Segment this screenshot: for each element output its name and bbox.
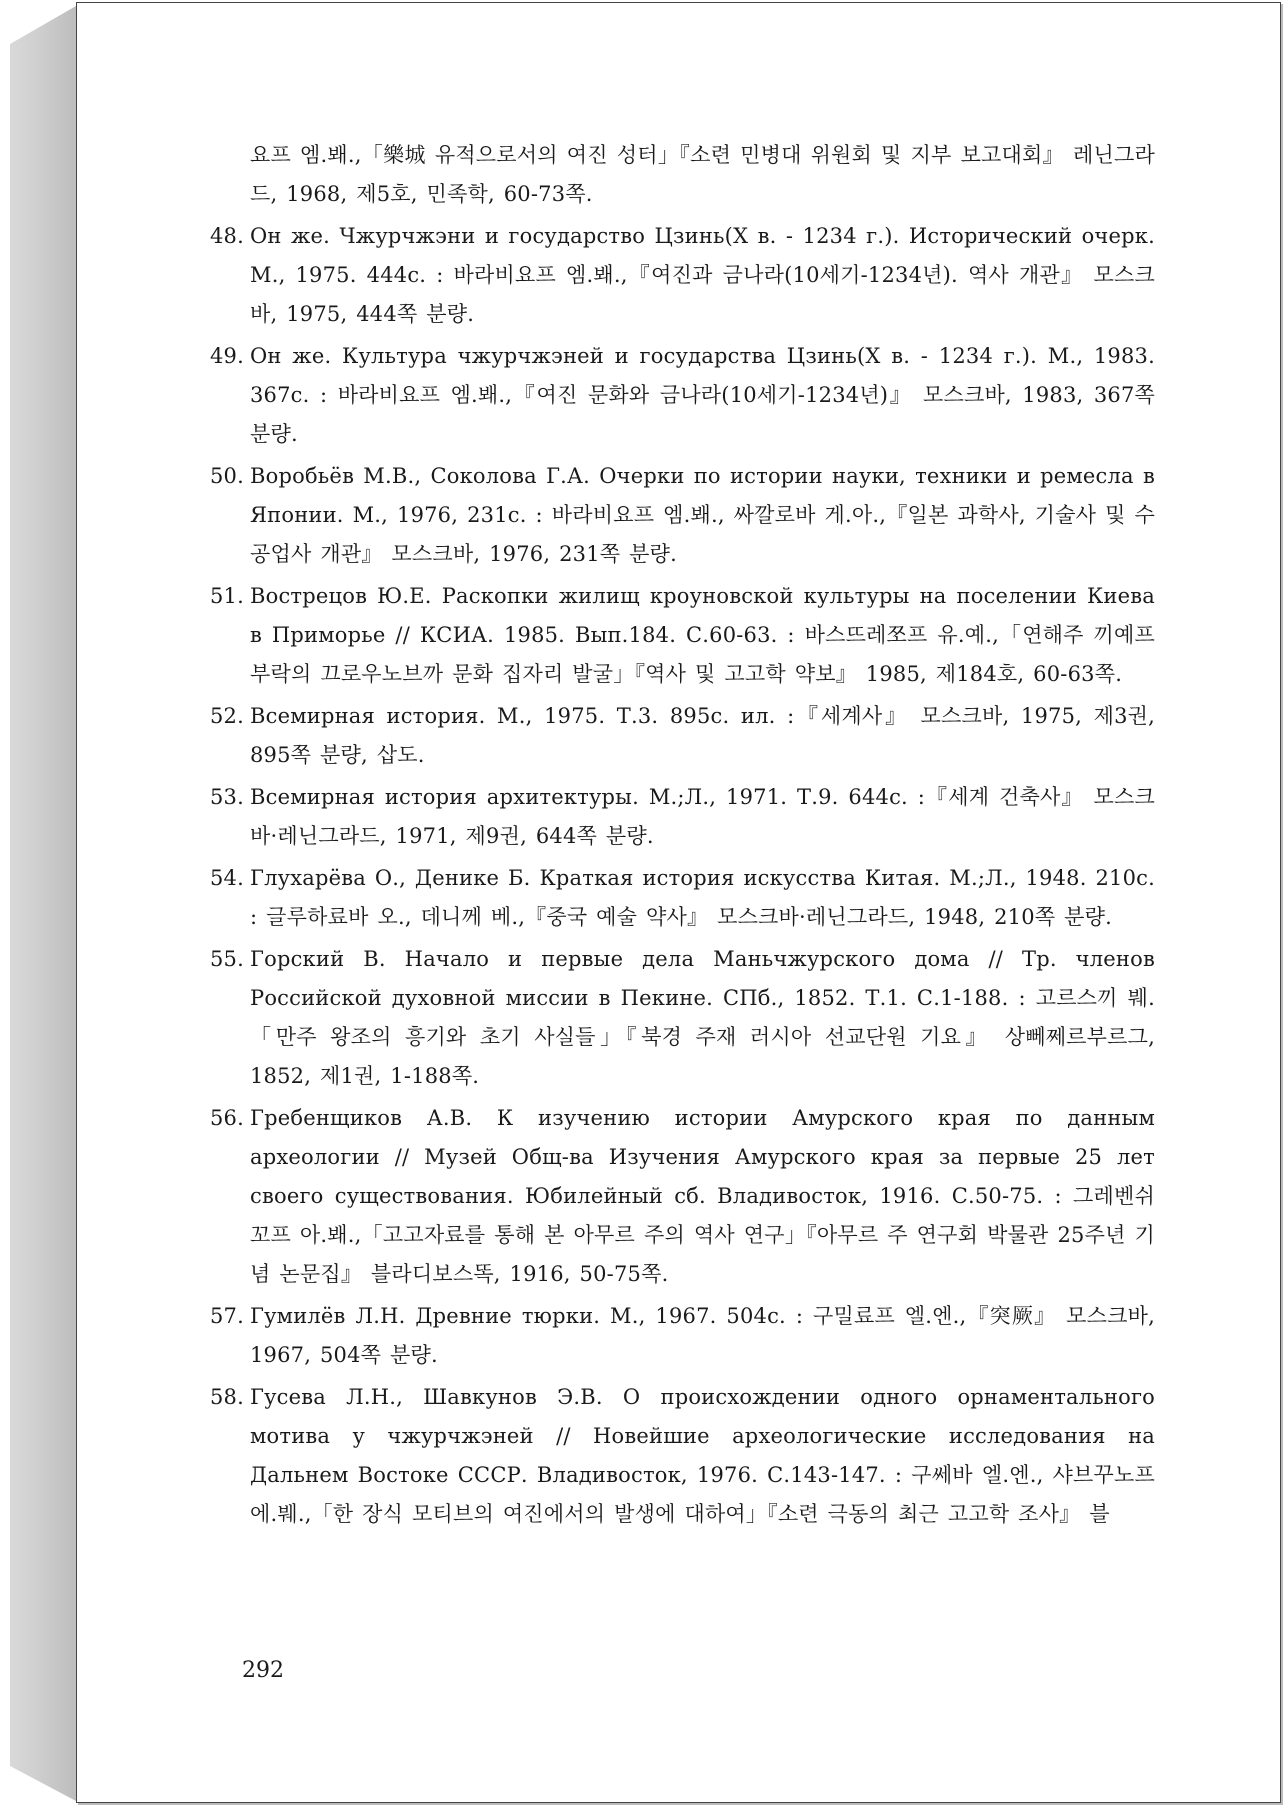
page-number: 292: [242, 1658, 284, 1683]
reference-55: [210, 940, 1155, 1096]
reference-continuation: [210, 136, 1155, 214]
reference-number: 54.: [210, 866, 244, 890]
reference-number: 53.: [210, 785, 244, 809]
reference-53: [210, 778, 1155, 856]
reference-number: 50.: [210, 464, 244, 488]
reference-text: Вострецов Ю.Е. Раскопки жилищ кроуновской культуры на поселении Киева в Приморье // КСИА. 1985. Вып.184. С.60-63. : 바스뜨레쪼프 유.예.,「연해주 끼예프 부락의 끄로우노브까 문화 집자리 발굴」『역사 및 고고학 약보』 1985, 제184호, 60-63쪽.: [250, 584, 1155, 686]
reference-54: [210, 859, 1155, 937]
reference-number: 48.: [210, 224, 244, 248]
reference-text: Всемирная история. М., 1975. Т.3. 895с. ил. :『세계사』 모스크바, 1975, 제3권, 895쪽 분량, 삽도.: [250, 704, 1155, 767]
references-list: [210, 136, 1155, 1537]
reference-text: Горский В. Начало и первые дела Маньчжурского дома // Тр. членов Российской духовной миссии в Пекине. СПб., 1852. Т.1. С.1-188. : 고르스끼 붸.「만주 왕조의 흥기와 초기 사실들」『북경 주재 러시아 선교단원 기요』 상뻬쩨르부르그, 1852, 제1권, 1-188쪽.: [250, 947, 1155, 1088]
reference-number: 55.: [210, 947, 244, 971]
reference-text: Всемирная история архитектуры. М.;Л., 1971. Т.9. 644с. :『세계 건축사』 모스크바·레닌그라드, 1971, 제9권, 644쪽 분량.: [250, 785, 1155, 848]
reference-text: Он же. Культура чжурчжэней и государства Цзинь(X в. - 1234 г.). М., 1983. 367с. : 바라비요프 엠.봬.,『여진 문화와 금나라(10세기-1234년)』 모스크바, 1983, 367쪽 분량.: [250, 344, 1155, 446]
reference-text: Гребенщиков А.В. К изучению истории Амурского края по данным археологии // Музей Общ-ва Изучения Амурского края за первые 25 лет своего существования. Юбилейный сб. Владивосток, 1916. С.50-75. : 그레벤쉬꼬프 아.봬.,「고고자료를 통해 본 아무르 주의 역사 연구」『아무르 주 연구회 박물관 25주년 기념 논문집』 블라디보스똑, 1916, 50-75쪽.: [250, 1106, 1155, 1286]
reference-number: 52.: [210, 704, 244, 728]
reference-57: [210, 1297, 1155, 1375]
reference-number: 51.: [210, 584, 244, 608]
reference-49: [210, 337, 1155, 454]
reference-48: [210, 217, 1155, 334]
reference-text: Гумилёв Л.Н. Древние тюрки. М., 1967. 504с. : 구밀료프 엘.엔.,『突厥』 모스크바, 1967, 504쪽 분량.: [250, 1304, 1155, 1367]
reference-text: Он же. Чжурчжэни и государство Цзинь(X в. - 1234 г.). Исторический очерк. М., 1975. 444с. : 바라비요프 엠.봬.,『여진과 금나라(10세기-1234년). 역사 개관』 모스크바, 1975, 444쪽 분량.: [250, 224, 1155, 326]
reference-51: [210, 577, 1155, 694]
reference-text: Гусева Л.Н., Шавкунов Э.В. О происхождении одного орнаментального мотива у чжурчжэней // Новейшие археологические исследования на Дальнем Востоке СССР. Владивосток, 1976. С.143-147. : 구쎄바 엘.엔., 샤브꾸노프 에.붸.,「한 장식 모티브의 여진에서의 발생에 대하여」『소련 극동의 최근 고고학 조사』 블: [250, 1385, 1155, 1526]
reference-text: Глухарёва О., Денике Б. Краткая история искусства Китая. М.;Л., 1948. 210с. : 글루하료바 오., 데니께 베.,『중국 예술 약사』 모스크바·레닌그라드, 1948, 210쪽 분량.: [250, 866, 1155, 929]
reference-text: 요프 엠.봬.,「樂城 유적으로서의 여진 성터」『소련 민병대 위원회 및 지부 보고대회』 레닌그라드, 1968, 제5호, 민족학, 60-73쪽.: [250, 143, 1155, 206]
reference-52: [210, 697, 1155, 775]
reference-56: [210, 1099, 1155, 1294]
reference-number: 57.: [210, 1304, 244, 1328]
reference-number: 49.: [210, 344, 244, 368]
book-edge: [10, 6, 76, 1801]
reference-58: [210, 1378, 1155, 1534]
reference-text: Воробьёв М.В., Соколова Г.А. Очерки по истории науки, техники и ремесла в Японии. М., 1976, 231с. : 바라비요프 엠.봬., 싸깔로바 게.아.,『일본 과학사, 기술사 및 수공업사 개관』 모스크바, 1976, 231쪽 분량.: [250, 464, 1155, 566]
reference-number: 56.: [210, 1106, 244, 1130]
reference-number: 58.: [210, 1385, 244, 1409]
reference-50: [210, 457, 1155, 574]
